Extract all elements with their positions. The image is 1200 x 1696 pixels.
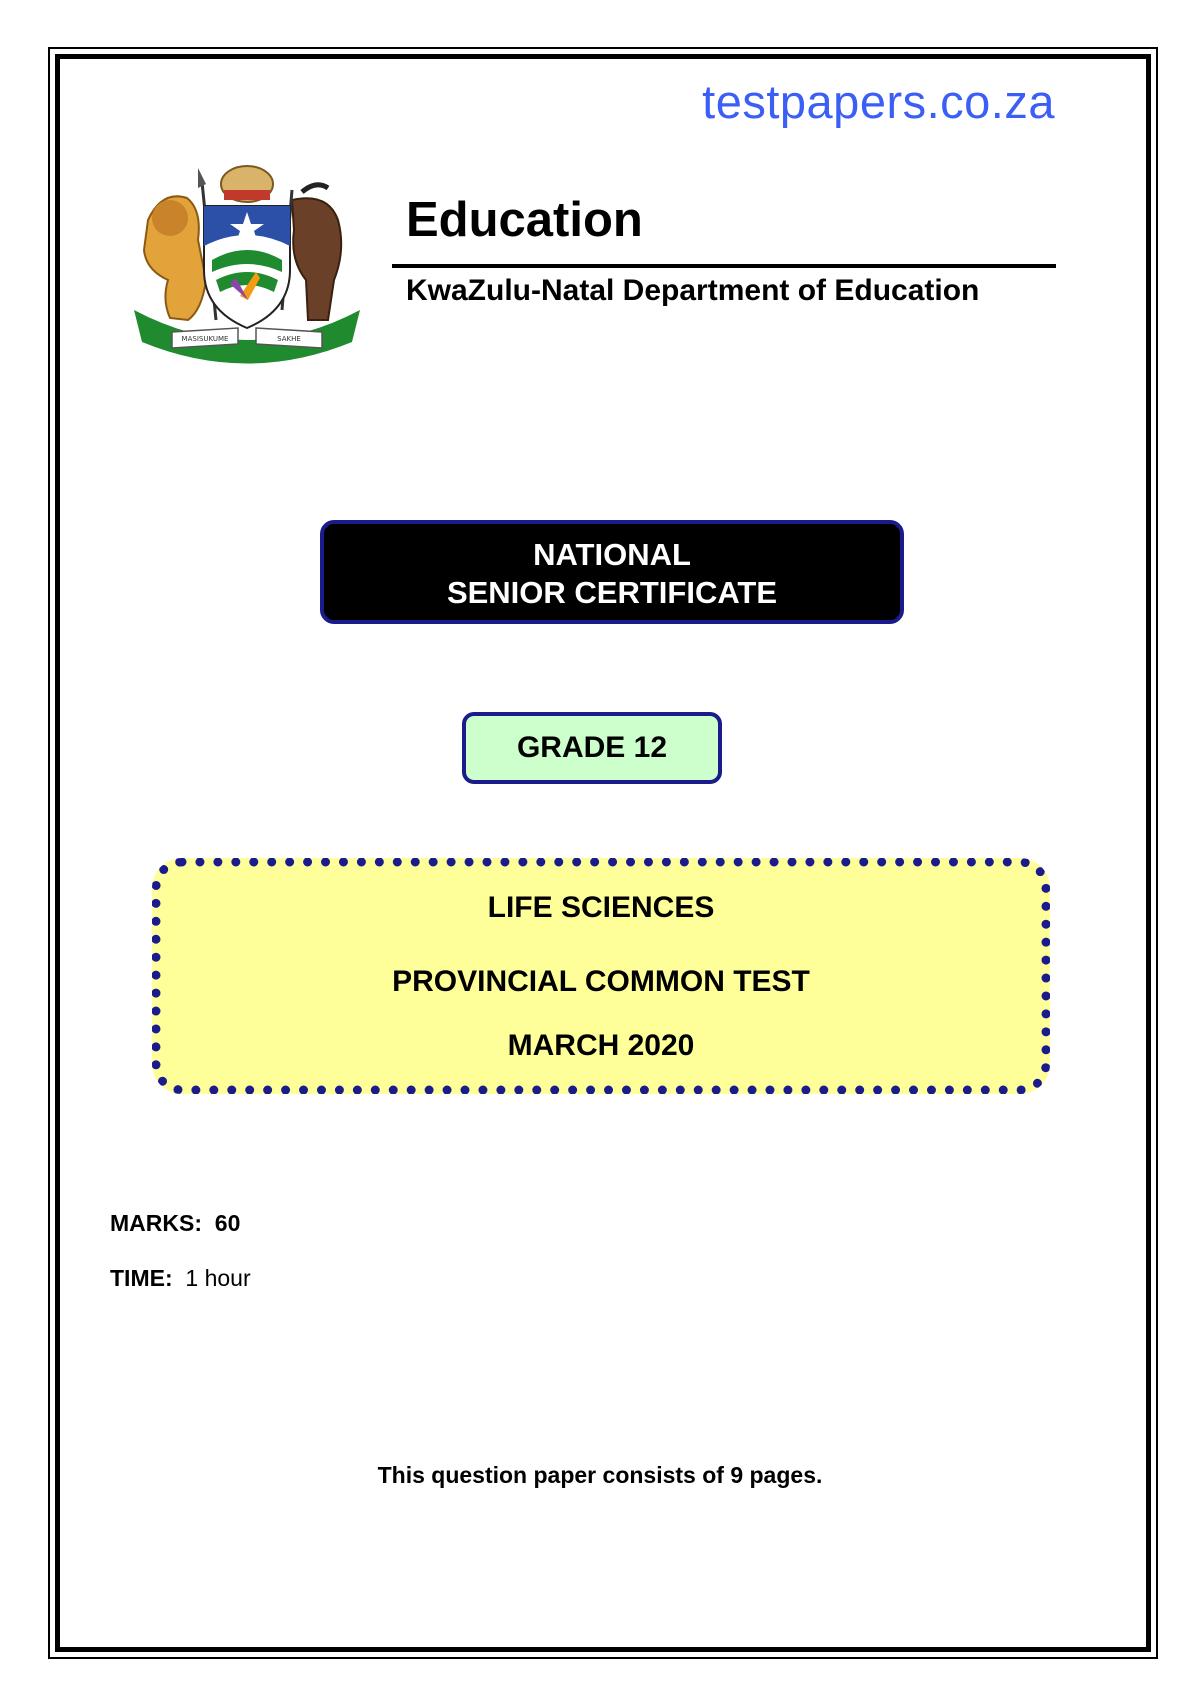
department-subtitle: KwaZulu-Natal Department of Education bbox=[406, 274, 980, 307]
watermark-text: testpapers.co.za bbox=[702, 75, 1055, 128]
kzn-coat-of-arms-logo bbox=[132, 160, 362, 372]
certificate-line-2: SENIOR CERTIFICATE bbox=[446, 575, 778, 610]
header-divider bbox=[392, 264, 1056, 268]
marks-label: MARKS: bbox=[110, 1210, 202, 1236]
exam-date: MARCH 2020 bbox=[507, 1029, 695, 1062]
certificate-line-1: NATIONAL bbox=[533, 537, 691, 572]
test-name: PROVINCIAL COMMON TEST bbox=[392, 965, 810, 998]
page-count-note: This question paper consists of 9 pages. bbox=[377, 1462, 823, 1488]
subject-title: LIFE SCIENCES bbox=[487, 891, 715, 924]
time-line bbox=[110, 1265, 251, 1292]
marks-value: 60 bbox=[214, 1210, 241, 1236]
svg-text:SAKHE: SAKHE bbox=[277, 335, 301, 343]
time-value: 1 hour bbox=[185, 1265, 251, 1291]
svg-text:MASISUKUME: MASISUKUME bbox=[181, 335, 229, 343]
subject-panel bbox=[152, 858, 1050, 1094]
marks-line bbox=[110, 1210, 240, 1237]
time-label: TIME: bbox=[110, 1265, 173, 1291]
grade-badge: GRADE 12 bbox=[462, 712, 722, 784]
department-title: Education bbox=[406, 193, 643, 247]
certificate-banner bbox=[320, 520, 904, 624]
